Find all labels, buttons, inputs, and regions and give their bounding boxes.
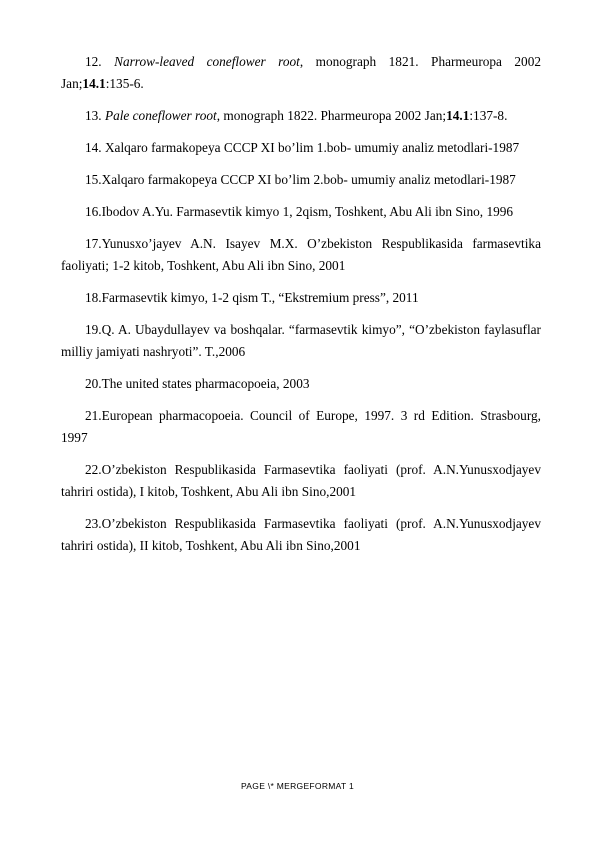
reference-text: The united states pharmacopoeia, 2003 <box>101 376 310 391</box>
reference-title: Narrow-leaved coneflower root <box>114 54 300 69</box>
reference-item-13 <box>61 105 541 127</box>
reference-item-12 <box>61 51 541 95</box>
reference-item-17 <box>61 233 541 277</box>
reference-number: 22. <box>85 462 102 477</box>
reference-text: O’zbekiston Respublikasida Farmasevtika faoliyati (prof. A.N.Yunusxodjayev tahriri ostida), II kitob, Toshkent, Abu Ali ibn Sino,2001 <box>61 516 541 553</box>
reference-item-15 <box>61 169 541 191</box>
reference-number: 23. <box>85 516 102 531</box>
reference-item-21 <box>61 405 541 449</box>
reference-number: 20. <box>85 376 102 391</box>
reference-item-19 <box>61 319 541 363</box>
reference-text: , monograph 1821. Pharmeuropa 2002 Jan; <box>61 54 542 91</box>
reference-volume: 14.1 <box>446 108 470 123</box>
reference-item-22 <box>61 459 541 503</box>
reference-number: 18. <box>85 290 102 305</box>
reference-text: Farmasevtik kimyo, 1-2 qism T., “Ekstremium press”, 2011 <box>101 290 419 305</box>
reference-number: 16. <box>85 204 102 219</box>
reference-text: Xalqaro farmakopeya CCCP XI bo’lim 2.bob- umumiy analiz metodlari-1987 <box>101 172 516 187</box>
reference-pages: :137-8. <box>469 108 508 123</box>
reference-text: O’zbekiston Respublikasida Farmasevtika faoliyati (prof. A.N.Yunusxodjayev tahriri ostida), I kitob, Toshkent, Abu Ali ibn Sino,2001 <box>61 462 541 499</box>
reference-number: 21. <box>85 408 102 423</box>
reference-item-14 <box>61 137 541 159</box>
reference-item-18 <box>61 287 541 309</box>
reference-number: 17. <box>85 236 102 251</box>
reference-number: 14. <box>85 140 102 155</box>
page-footer: PAGE \* MERGEFORMAT 1 <box>240 781 355 791</box>
reference-item-16 <box>61 201 541 223</box>
reference-number: 15. <box>85 172 102 187</box>
reference-item-20 <box>61 373 541 395</box>
reference-text: Xalqaro farmakopeya CCCP XI bo’lim 1.bob- umumiy analiz metodlari-1987 <box>104 140 520 155</box>
reference-text: Yunusxo’jayev A.N. Isayev M.X. O’zbekiston Respublikasida farmasevtika faoliyati; 1-2 kitob, Toshkent, Abu Ali ibn Sino, 2001 <box>61 236 541 273</box>
reference-number: 19. <box>85 322 102 337</box>
reference-title: Pale coneflower root <box>104 108 217 123</box>
reference-number: 12. <box>85 54 102 69</box>
reference-text: Ibodov A.Yu. Farmasevtik kimyo 1, 2qism, Toshkent, Abu Ali ibn Sino, 1996 <box>101 204 514 219</box>
reference-list <box>61 51 541 567</box>
reference-pages: :135-6. <box>105 76 144 91</box>
reference-text: , monograph 1822. Pharmeuropa 2002 Jan; <box>216 108 447 123</box>
reference-text: European pharmacopoeia. Council of Europe, 1997. 3 rd Edition. Strasbourg, 1997 <box>61 408 541 445</box>
reference-item-23 <box>61 513 541 557</box>
reference-volume: 14.1 <box>82 76 106 91</box>
reference-text: Q. A. Ubaydullayev va boshqalar. “farmasevtik kimyo”, “O’zbekiston faylasuflar milliy jamiyati nashryoti”. T.,2006 <box>61 322 541 359</box>
reference-number: 13. <box>85 108 102 123</box>
